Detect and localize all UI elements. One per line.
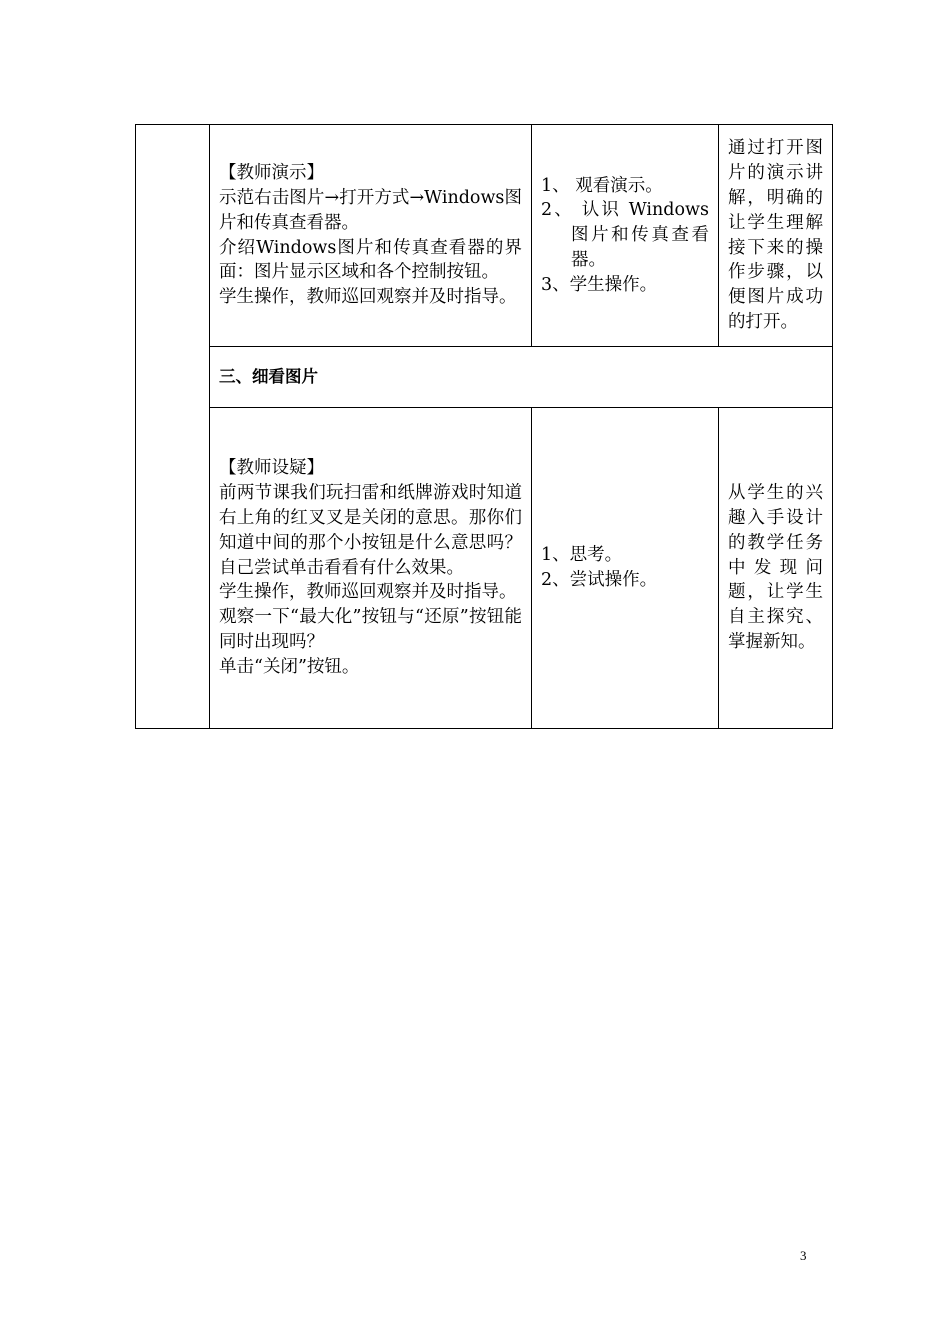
student-activity-cell [532,408,719,729]
teacher-activity-cell [210,408,532,729]
page-number: 3 [800,1248,807,1263]
section-title-cell [210,347,833,408]
design-purpose-text: 从学生的兴趣入手设计的教学任务中发现问题，让学生自主探究、掌握新知。 [728,483,823,652]
teacher-demo-heading: 【教师演示】 [219,163,324,184]
teacher-question-text: 观察一下“最大化”按钮与“还原”按钮能同时出现吗？ [219,607,522,652]
student-step: 1、思考。 [541,545,623,566]
student-step: 3、学生操作。 [541,274,658,295]
design-purpose-cell [719,408,833,729]
design-purpose-cell [719,125,833,347]
design-purpose-text: 通过打开图片的演示讲解，明确的让学生理解接下来的操作步骤，以便图片成功的打开。 [728,138,823,332]
student-step: 1、 观看演示。 [541,175,663,196]
lesson-plan-table [135,124,833,729]
student-step: 2、 认识 Windows 图片和传真查看器。 [541,200,709,270]
section-title: 三、细看图片 [219,366,318,386]
table-row [136,125,833,347]
student-step: 2、尝试操作。 [541,570,658,590]
teacher-question-text: 单击“关闭”按钮。 [219,656,360,677]
student-activity-cell [532,125,719,347]
teacher-activity-cell [210,125,532,347]
teacher-demo-text: 介绍Windows图片和传真查看器的界面：图片显示区域和各个控制按钮。 [219,237,522,283]
teacher-question-text: 前两节课我们玩扫雷和纸牌游戏时知道右上角的红叉叉是关闭的意思。那你们知道中间的那个小按钮是什么意思吗？自己尝试单击看看有什么效果。 [219,483,522,578]
teacher-question-text: 学生操作，教师巡回观察并及时指导。 [219,582,517,603]
table-row [136,347,833,408]
teacher-demo-text: 示范右击图片→打开方式→Windows图片和传真查看器。 [219,187,522,233]
teacher-question-heading: 【教师设疑】 [219,458,324,479]
stage-cell [136,125,210,729]
table-row [136,408,833,729]
teacher-demo-text: 学生操作，教师巡回观察并及时指导。 [219,287,517,308]
